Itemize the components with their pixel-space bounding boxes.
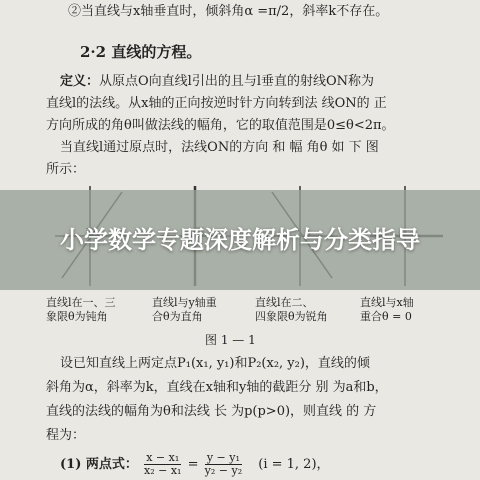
paragraph-line-2: 斜角为α，斜率为k，直线在x轴和y轴的截距分 别 为a和b， bbox=[46, 380, 388, 395]
section-heading: 2·2 直线的方程。 bbox=[80, 43, 202, 61]
two-point-formula bbox=[60, 452, 330, 477]
caption-acute-line-1: 直线l在二、 bbox=[255, 296, 314, 309]
definition-line-1 bbox=[60, 74, 374, 90]
definition-label: 定义： bbox=[60, 74, 100, 89]
formula-left-fraction bbox=[144, 452, 181, 477]
text-line-vertical-slope: ②当直线与x轴垂直时，倾斜角α =π/2，斜率k不存在。 bbox=[68, 4, 389, 19]
formula-left-numerator: x − x₁ bbox=[144, 452, 181, 465]
formula-right-fraction bbox=[205, 452, 242, 477]
definition-text-1: 从原点O向直线l引出的且与l垂直的射线ON称为 bbox=[99, 74, 375, 89]
caption-right bbox=[152, 296, 217, 324]
paragraph-line-1: 设已知直线上两定点P₁(x₁, y₁)和P₂(x₂, y₂)，直线的倾 bbox=[60, 356, 370, 371]
formula-note: (i = 1, 2)， bbox=[258, 457, 330, 472]
formula-label: (1) 两点式： bbox=[60, 457, 138, 472]
caption-obtuse-line-2: 象限θ为钝角 bbox=[46, 310, 108, 323]
caption-right-line-2: 合θ为直角 bbox=[152, 310, 203, 323]
caption-obtuse bbox=[46, 296, 116, 324]
caption-right-line-1: 直线l与y轴重 bbox=[152, 296, 217, 309]
definition-line-4: 当直线l通过原点时，法线ON的方向 和 幅 角θ 如 下 图 bbox=[60, 140, 379, 155]
formula-right-numerator: y − y₁ bbox=[205, 452, 242, 465]
figure-label: 图 1 — 1 bbox=[205, 333, 256, 347]
paragraph-line-4: 程为： bbox=[46, 428, 86, 443]
caption-zero-line-2: 重合θ = 0 bbox=[360, 310, 412, 323]
paragraph-line-3: 直线的法线的幅角为θ和法线 长 为p(p>0)，则直线 的 方 bbox=[46, 404, 377, 419]
caption-acute bbox=[255, 296, 328, 324]
caption-acute-line-2: 四象限θ为锐角 bbox=[255, 310, 328, 323]
definition-line-5: 所示： bbox=[46, 162, 86, 177]
definition-line-2: 直线l的法线。从x轴的正向按逆时针方向转到法 线ON的 正 bbox=[46, 96, 387, 111]
title-banner bbox=[0, 190, 480, 290]
formula-equals: = bbox=[187, 457, 199, 472]
caption-obtuse-line-1: 直线l在一、三 bbox=[46, 296, 116, 309]
caption-zero bbox=[360, 296, 414, 324]
definition-line-3: 方向所成的角θ叫做法线的幅角，它的取值范围是0≤θ<2π。 bbox=[46, 118, 395, 133]
banner-title: 小学数学专题深度解析与分类指导 bbox=[60, 226, 420, 254]
formula-right-denominator: y₂ − y₂ bbox=[204, 464, 243, 477]
formula-left-denominator: x₂ − x₁ bbox=[144, 464, 182, 477]
caption-zero-line-1: 直线l与x轴 bbox=[360, 296, 414, 309]
